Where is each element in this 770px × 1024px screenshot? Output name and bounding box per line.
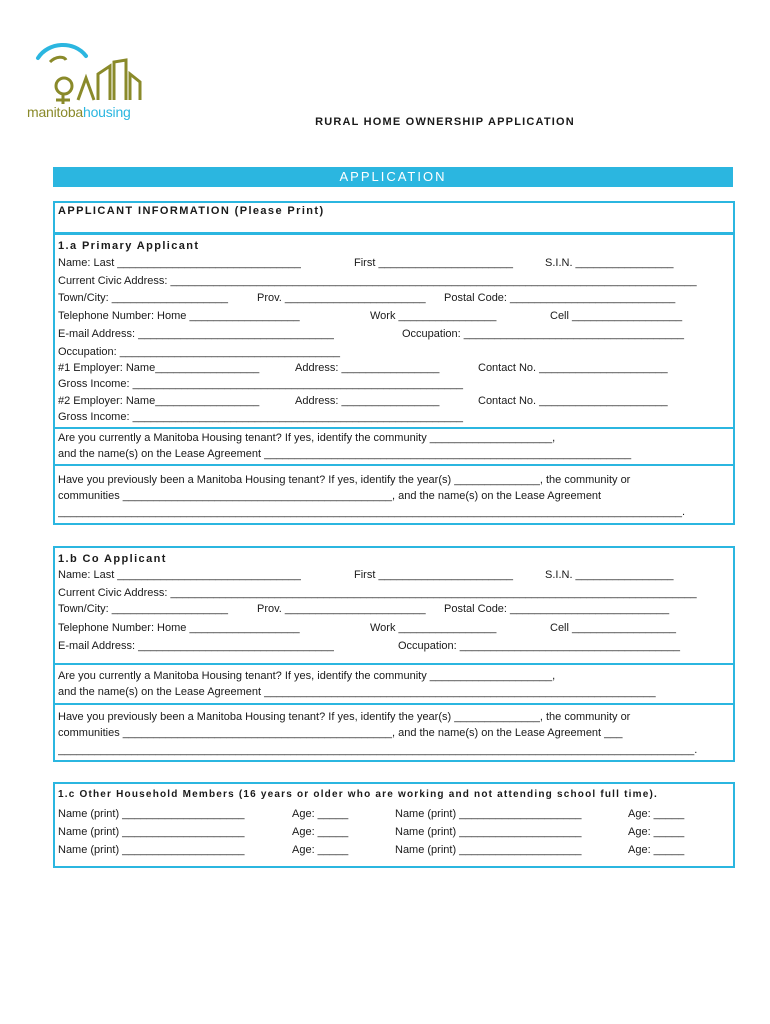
co-civic-address[interactable]: Current Civic Address: ______________________________________________________________________________________ <box>58 587 697 599</box>
co-previous-lease[interactable]: ________________________________________________________________________________________________________. <box>58 744 698 756</box>
primary-divider-2 <box>53 464 735 466</box>
other-age-left-3[interactable]: Age: _____ <box>292 844 349 856</box>
co-occupation[interactable]: Occupation: ____________________________________ <box>398 640 680 652</box>
co-divider-1 <box>53 663 735 665</box>
co-postal[interactable]: Postal Code: __________________________ <box>444 603 670 615</box>
primary-sin[interactable]: S.I.N. ________________ <box>545 257 674 269</box>
other-age-right-2[interactable]: Age: _____ <box>628 826 685 838</box>
application-bar: APPLICATION <box>53 167 733 187</box>
co-sin[interactable]: S.I.N. ________________ <box>545 569 674 581</box>
primary-tel-work[interactable]: Work ________________ <box>370 310 497 322</box>
co-previous-communities[interactable]: communities ____________________________________________, and the name(s) on the Lease Agreement ___ <box>58 727 623 739</box>
co-tel-home[interactable]: Telephone Number: Home __________________ <box>58 622 300 634</box>
logo-word-housing: housing <box>83 104 131 120</box>
primary-employer2-address[interactable]: Address: ________________ <box>295 395 440 407</box>
primary-postal[interactable]: Postal Code: ___________________________ <box>444 292 676 304</box>
primary-tel-home[interactable]: Telephone Number: Home __________________ <box>58 310 300 322</box>
co-divider-2 <box>53 703 735 705</box>
co-first[interactable]: First ______________________ <box>354 569 514 581</box>
primary-employer1[interactable]: #1 Employer: Name_________________ <box>58 362 260 374</box>
co-tenant-lease[interactable]: and the name(s) on the Lease Agreement ________________________________________________________________ <box>58 686 656 698</box>
other-name-right-1[interactable]: Name (print) ____________________ <box>395 808 582 820</box>
primary-email[interactable]: E-mail Address: ________________________________ <box>58 328 334 340</box>
primary-name-last[interactable]: Name: Last ______________________________ <box>58 257 301 269</box>
co-town[interactable]: Town/City: ___________________ <box>58 603 229 615</box>
page-title: RURAL HOME OWNERSHIP APPLICATION <box>315 116 575 128</box>
primary-prov[interactable]: Prov. _______________________ <box>257 292 426 304</box>
co-tel-cell[interactable]: Cell _________________ <box>550 622 677 634</box>
other-name-left-1[interactable]: Name (print) ____________________ <box>58 808 245 820</box>
primary-employer1-contact[interactable]: Contact No. _____________________ <box>478 362 668 374</box>
other-name-left-2[interactable]: Name (print) ____________________ <box>58 826 245 838</box>
co-name-last[interactable]: Name: Last ______________________________ <box>58 569 301 581</box>
other-name-right-2[interactable]: Name (print) ____________________ <box>395 826 582 838</box>
other-age-right-3[interactable]: Age: _____ <box>628 844 685 856</box>
primary-employer2-contact[interactable]: Contact No. _____________________ <box>478 395 668 407</box>
primary-town[interactable]: Town/City: ___________________ <box>58 292 229 304</box>
primary-gross1[interactable]: Gross Income: ______________________________________________________ <box>58 378 463 390</box>
primary-employer1-address[interactable]: Address: ________________ <box>295 362 440 374</box>
co-tenant-question: Are you currently a Manitoba Housing tenant? If yes, identify the community ____________________, <box>58 670 556 682</box>
other-age-right-1[interactable]: Age: _____ <box>628 808 685 820</box>
primary-civic-address[interactable]: Current Civic Address: ______________________________________________________________________________________ <box>58 275 697 287</box>
other-age-left-2[interactable]: Age: _____ <box>292 826 349 838</box>
logo-word-manitoba: manitoba <box>27 104 83 120</box>
other-name-left-3[interactable]: Name (print) ____________________ <box>58 844 245 856</box>
co-tel-work[interactable]: Work ________________ <box>370 622 497 634</box>
primary-previous-lease[interactable]: ______________________________________________________________________________________________________. <box>58 506 686 518</box>
primary-gross2[interactable]: Gross Income: ______________________________________________________ <box>58 411 463 423</box>
co-previous-question: Have you previously been a Manitoba Housing tenant? If yes, identify the year(s) ______________, the community or <box>58 711 631 723</box>
primary-previous-communities[interactable]: communities ____________________________________________, and the name(s) on the Lease Agreement <box>58 490 602 502</box>
other-name-right-3[interactable]: Name (print) ____________________ <box>395 844 582 856</box>
co-email[interactable]: E-mail Address: ________________________________ <box>58 640 334 652</box>
primary-divider-1 <box>53 427 735 429</box>
applicant-info-heading: APPLICANT INFORMATION (Please Print) <box>58 205 325 217</box>
primary-occupation-right[interactable]: Occupation: ____________________________________ <box>402 328 684 340</box>
primary-tenant-lease[interactable]: and the name(s) on the Lease Agreement ____________________________________________________________ <box>58 448 632 460</box>
primary-occupation[interactable]: Occupation: ____________________________________ <box>58 346 340 358</box>
primary-employer2[interactable]: #2 Employer: Name_________________ <box>58 395 260 407</box>
primary-heading: 1.a Primary Applicant <box>58 240 200 252</box>
co-heading: 1.b Co Applicant <box>58 553 167 565</box>
other-heading: 1.c Other Household Members (16 years or older who are working and not attending school full time). <box>58 789 658 800</box>
primary-tenant-question: Are you currently a Manitoba Housing tenant? If yes, identify the community ____________________, <box>58 432 556 444</box>
other-age-left-1[interactable]: Age: _____ <box>292 808 349 820</box>
primary-previous-question: Have you previously been a Manitoba Housing tenant? If yes, identify the year(s) ______________, the community or <box>58 474 631 486</box>
primary-first[interactable]: First ______________________ <box>354 257 514 269</box>
co-prov[interactable]: Prov. _______________________ <box>257 603 426 615</box>
primary-tel-cell[interactable]: Cell __________________ <box>550 310 683 322</box>
